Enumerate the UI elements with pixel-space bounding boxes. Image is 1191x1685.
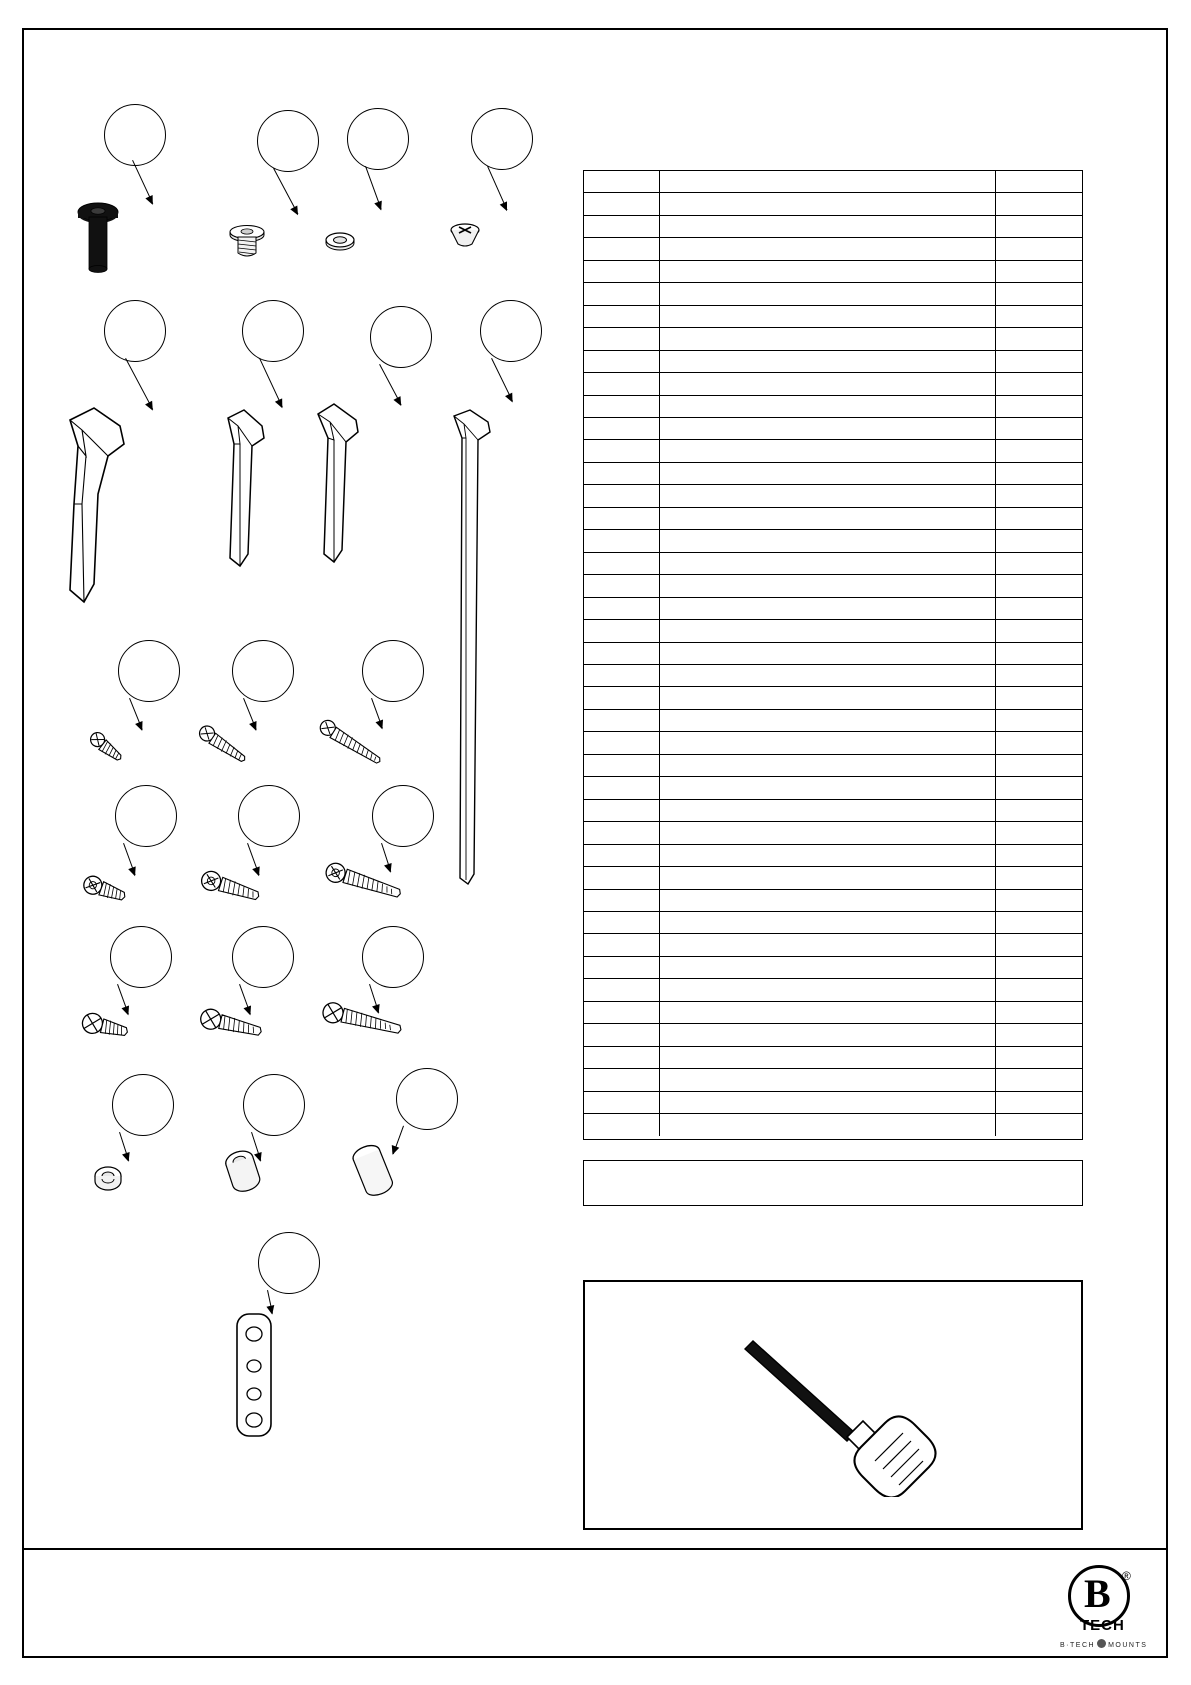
table-cell-description xyxy=(660,1114,996,1136)
callout-balloon-d xyxy=(471,108,533,170)
table-cell-description xyxy=(660,800,996,821)
table-row xyxy=(584,306,1082,328)
table-cell-value xyxy=(996,1047,1082,1068)
page-footer-rule xyxy=(22,1548,1168,1550)
screwdriver-icon xyxy=(735,1337,955,1502)
table-cell-ref xyxy=(584,1047,660,1068)
table-cell-value xyxy=(996,216,1082,237)
callout-balloon-r xyxy=(112,1074,174,1136)
part-machine-screw-medium xyxy=(196,862,270,919)
table-cell-ref xyxy=(584,283,660,304)
table-cell-description xyxy=(660,598,996,619)
table-cell-ref xyxy=(584,171,660,192)
table-cell-description xyxy=(660,373,996,394)
table-row xyxy=(584,643,1082,665)
table-cell-ref xyxy=(584,1114,660,1136)
table-row xyxy=(584,418,1082,440)
table-cell-value xyxy=(996,171,1082,192)
table-cell-description xyxy=(660,755,996,776)
table-cell-description xyxy=(660,261,996,282)
required-tool-box xyxy=(583,1280,1083,1530)
logo-tagline-right: MOUNTS xyxy=(1108,1642,1148,1649)
table-cell-value xyxy=(996,934,1082,955)
table-row xyxy=(584,328,1082,350)
table-cell-description xyxy=(660,1002,996,1023)
callout-balloon-c xyxy=(347,108,409,170)
table-row xyxy=(584,800,1082,822)
table-cell-ref xyxy=(584,328,660,349)
callout-balloon-h xyxy=(480,300,542,362)
table-row xyxy=(584,845,1082,867)
table-cell-value xyxy=(996,575,1082,596)
table-cell-description xyxy=(660,687,996,708)
table-cell-description xyxy=(660,777,996,798)
table-cell-ref xyxy=(584,643,660,664)
table-cell-description xyxy=(660,822,996,843)
table-row xyxy=(584,710,1082,732)
table-cell-description xyxy=(660,238,996,259)
part-spacer-ring-small xyxy=(86,1160,130,1205)
table-row xyxy=(584,261,1082,283)
table-row xyxy=(584,373,1082,395)
table-cell-value xyxy=(996,643,1082,664)
part-allen-key-long-thin xyxy=(448,404,508,899)
table-row xyxy=(584,755,1082,777)
table-cell-description xyxy=(660,979,996,1000)
table-row xyxy=(584,171,1082,193)
table-row xyxy=(584,1024,1082,1046)
table-cell-ref xyxy=(584,687,660,708)
table-cell-ref xyxy=(584,890,660,911)
table-row xyxy=(584,912,1082,934)
callout-balloon-o xyxy=(110,926,172,988)
table-cell-description xyxy=(660,485,996,506)
table-cell-value xyxy=(996,957,1082,978)
table-cell-value xyxy=(996,553,1082,574)
table-cell-ref xyxy=(584,261,660,282)
part-machine-screw-long xyxy=(320,852,414,919)
table-row xyxy=(584,979,1082,1001)
table-row xyxy=(584,1069,1082,1091)
part-allen-key-small xyxy=(310,398,368,583)
part-allen-key-medium xyxy=(222,404,278,587)
table-cell-value xyxy=(996,530,1082,551)
table-cell-value xyxy=(996,598,1082,619)
table-cell-ref xyxy=(584,575,660,596)
table-cell-value xyxy=(996,193,1082,214)
part-flanged-screw xyxy=(225,222,269,275)
table-cell-value xyxy=(996,440,1082,461)
part-machine-screw-short xyxy=(78,866,134,919)
table-cell-description xyxy=(660,890,996,911)
table-cell-description xyxy=(660,463,996,484)
part-spacer-tube-long xyxy=(344,1140,410,1211)
callout-balloon-g xyxy=(370,306,432,368)
callout-balloon-e xyxy=(104,300,166,362)
table-cell-value xyxy=(996,800,1082,821)
table-row xyxy=(584,1092,1082,1114)
table-cell-ref xyxy=(584,934,660,955)
table-cell-ref xyxy=(584,440,660,461)
callout-balloon-q xyxy=(362,926,424,988)
table-row xyxy=(584,934,1082,956)
part-allen-key-large xyxy=(64,404,134,619)
table-cell-description xyxy=(660,575,996,596)
table-cell-value xyxy=(996,328,1082,349)
callout-balloon-m xyxy=(238,785,300,847)
table-cell-value xyxy=(996,1092,1082,1113)
table-cell-value xyxy=(996,755,1082,776)
table-cell-ref xyxy=(584,373,660,394)
table-cell-description xyxy=(660,732,996,753)
table-row xyxy=(584,575,1082,597)
table-cell-description xyxy=(660,912,996,933)
part-pan-head-screw-long xyxy=(318,992,414,1055)
logo-letter: B xyxy=(1084,1571,1111,1616)
table-row xyxy=(584,957,1082,979)
btech-logo xyxy=(1058,1565,1154,1661)
part-pan-head-screw-short xyxy=(78,1004,136,1055)
table-cell-value xyxy=(996,867,1082,888)
table-cell-ref xyxy=(584,1069,660,1090)
table-cell-ref xyxy=(584,777,660,798)
table-cell-value xyxy=(996,418,1082,439)
table-row xyxy=(584,485,1082,507)
table-cell-value xyxy=(996,1002,1082,1023)
table-cell-description xyxy=(660,328,996,349)
table-cell-value xyxy=(996,396,1082,417)
table-cell-ref xyxy=(584,755,660,776)
table-row xyxy=(584,620,1082,642)
table-cell-value xyxy=(996,373,1082,394)
table-row xyxy=(584,351,1082,373)
logo-tagline-dot xyxy=(1097,1639,1106,1648)
logo-tagline-left: B·TECH xyxy=(1060,1642,1096,1649)
table-cell-ref xyxy=(584,867,660,888)
table-cell-value xyxy=(996,283,1082,304)
table-cell-value xyxy=(996,710,1082,731)
part-pan-head-screw-medium xyxy=(196,1000,272,1055)
table-row xyxy=(584,1114,1082,1136)
callout-balloon-n xyxy=(372,785,434,847)
table-cell-value xyxy=(996,238,1082,259)
part-wood-screw-short xyxy=(82,726,134,777)
table-cell-description xyxy=(660,710,996,731)
callout-balloon-j xyxy=(232,640,294,702)
table-cell-value xyxy=(996,1024,1082,1045)
table-row xyxy=(584,1002,1082,1024)
table-cell-value xyxy=(996,1114,1082,1136)
table-row xyxy=(584,665,1082,687)
table-cell-description xyxy=(660,957,996,978)
specification-table xyxy=(583,170,1083,1140)
table-cell-ref xyxy=(584,822,660,843)
table-cell-ref xyxy=(584,598,660,619)
table-row xyxy=(584,598,1082,620)
table-row xyxy=(584,890,1082,912)
callout-balloon-k xyxy=(362,640,424,702)
table-row xyxy=(584,283,1082,305)
callout-balloon-u xyxy=(258,1232,320,1294)
table-cell-ref xyxy=(584,912,660,933)
logo-trademark: ® xyxy=(1122,1569,1131,1583)
table-cell-value xyxy=(996,777,1082,798)
logo-wordmark: TECH xyxy=(1080,1617,1125,1634)
table-cell-value xyxy=(996,485,1082,506)
table-cell-description xyxy=(660,440,996,461)
table-cell-ref xyxy=(584,620,660,641)
table-cell-value xyxy=(996,687,1082,708)
table-row xyxy=(584,238,1082,260)
callout-balloon-b xyxy=(257,110,319,172)
table-cell-description xyxy=(660,418,996,439)
table-cell-description xyxy=(660,620,996,641)
table-cell-description xyxy=(660,845,996,866)
table-cell-value xyxy=(996,1069,1082,1090)
table-cell-description xyxy=(660,1069,996,1090)
table-cell-ref xyxy=(584,306,660,327)
part-countersunk-screw xyxy=(443,220,487,261)
table-cell-ref xyxy=(584,665,660,686)
table-row xyxy=(584,440,1082,462)
table-cell-ref xyxy=(584,508,660,529)
table-row xyxy=(584,216,1082,238)
table-cell-ref xyxy=(584,485,660,506)
table-cell-ref xyxy=(584,530,660,551)
table-row xyxy=(584,530,1082,552)
table-cell-ref xyxy=(584,193,660,214)
table-cell-ref xyxy=(584,979,660,1000)
table-cell-description xyxy=(660,171,996,192)
callout-balloon-t xyxy=(396,1068,458,1130)
table-cell-description xyxy=(660,508,996,529)
table-cell-value xyxy=(996,261,1082,282)
table-row xyxy=(584,463,1082,485)
table-cell-description xyxy=(660,1092,996,1113)
callout-balloon-a xyxy=(104,104,166,166)
table-cell-value xyxy=(996,508,1082,529)
part-washer-flat xyxy=(318,228,362,261)
table-row xyxy=(584,193,1082,215)
table-cell-ref xyxy=(584,418,660,439)
table-cell-ref xyxy=(584,710,660,731)
table-cell-ref xyxy=(584,553,660,574)
table-row xyxy=(584,396,1082,418)
table-cell-ref xyxy=(584,396,660,417)
table-cell-ref xyxy=(584,800,660,821)
table-cell-description xyxy=(660,1024,996,1045)
table-cell-value xyxy=(996,912,1082,933)
note-bar xyxy=(583,1160,1083,1206)
table-cell-ref xyxy=(584,238,660,259)
callout-balloon-i xyxy=(118,640,180,702)
table-cell-ref xyxy=(584,1024,660,1045)
table-cell-value xyxy=(996,732,1082,753)
table-cell-value xyxy=(996,306,1082,327)
table-cell-description xyxy=(660,351,996,372)
part-spacer-tube-short xyxy=(218,1146,270,1209)
table-cell-description xyxy=(660,283,996,304)
table-cell-description xyxy=(660,934,996,955)
table-cell-ref xyxy=(584,463,660,484)
part-wood-screw-long xyxy=(310,712,396,785)
part-wood-screw-medium xyxy=(190,720,260,781)
table-row xyxy=(584,687,1082,709)
table-row xyxy=(584,1047,1082,1069)
part-socket-head-bolt-black xyxy=(76,198,120,283)
table-row xyxy=(584,508,1082,530)
table-row xyxy=(584,822,1082,844)
table-cell-value xyxy=(996,890,1082,911)
table-cell-ref xyxy=(584,845,660,866)
table-cell-description xyxy=(660,530,996,551)
table-cell-value xyxy=(996,845,1082,866)
table-cell-ref xyxy=(584,351,660,372)
table-cell-description xyxy=(660,665,996,686)
table-row xyxy=(584,732,1082,754)
table-cell-value xyxy=(996,463,1082,484)
callout-balloon-f xyxy=(242,300,304,362)
table-row xyxy=(584,867,1082,889)
table-cell-value xyxy=(996,665,1082,686)
table-cell-ref xyxy=(584,732,660,753)
table-cell-ref xyxy=(584,1002,660,1023)
table-cell-description xyxy=(660,216,996,237)
part-mounting-strap-plate xyxy=(226,1310,286,1445)
callout-balloon-l xyxy=(115,785,177,847)
callout-balloon-p xyxy=(232,926,294,988)
table-cell-value xyxy=(996,979,1082,1000)
table-cell-description xyxy=(660,643,996,664)
table-cell-description xyxy=(660,1047,996,1068)
logo-tagline xyxy=(1060,1639,1147,1649)
table-cell-description xyxy=(660,553,996,574)
callout-balloon-s xyxy=(243,1074,305,1136)
table-cell-value xyxy=(996,620,1082,641)
table-cell-value xyxy=(996,822,1082,843)
table-cell-description xyxy=(660,193,996,214)
table-cell-ref xyxy=(584,1092,660,1113)
table-cell-ref xyxy=(584,957,660,978)
table-cell-ref xyxy=(584,216,660,237)
table-cell-value xyxy=(996,351,1082,372)
table-row xyxy=(584,553,1082,575)
table-row xyxy=(584,777,1082,799)
table-cell-description xyxy=(660,306,996,327)
table-cell-description xyxy=(660,867,996,888)
table-cell-description xyxy=(660,396,996,417)
